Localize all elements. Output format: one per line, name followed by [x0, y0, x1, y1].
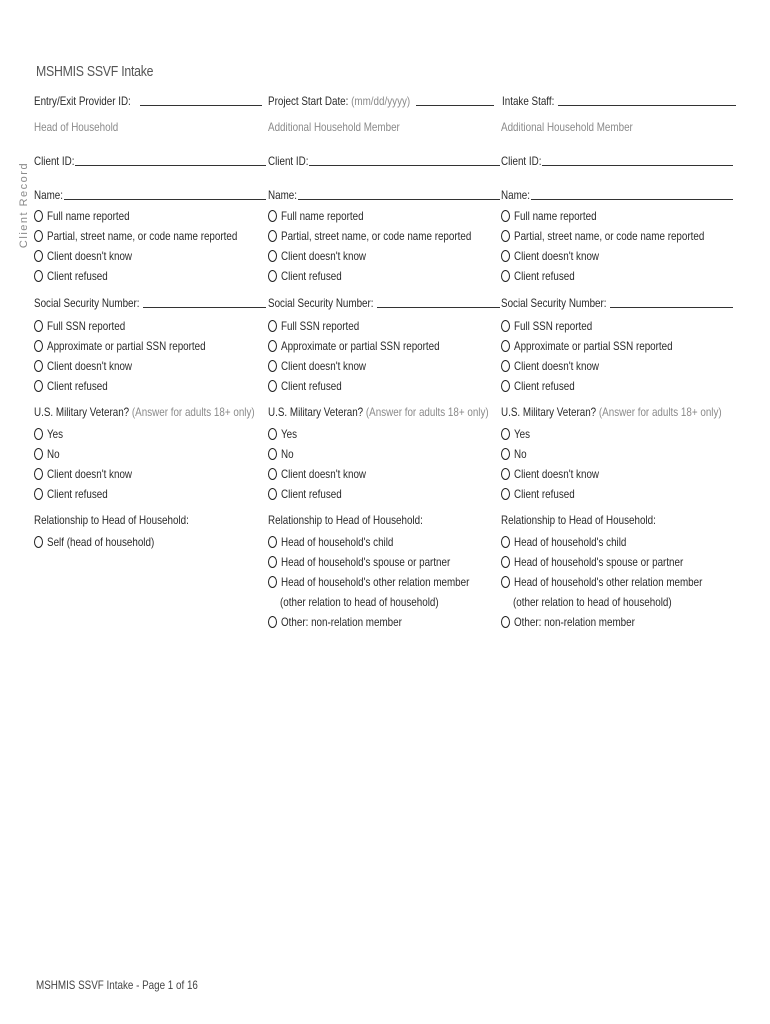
ssn-field[interactable] [34, 294, 266, 310]
client-id-label: Client ID: [34, 154, 75, 168]
relationship-label: Relationship to Head of Household: [268, 513, 423, 527]
project-start-field[interactable] [268, 92, 494, 108]
name-quality-option[interactable] [501, 206, 733, 226]
radio-circle-icon[interactable] [501, 556, 510, 568]
radio-circle-icon[interactable] [34, 270, 43, 282]
relationship-label: Relationship to Head of Household: [34, 513, 189, 527]
veteran-option[interactable] [501, 484, 733, 504]
name-quality-option[interactable] [268, 206, 500, 226]
intake-staff-field[interactable] [502, 92, 736, 108]
relationship-option[interactable] [501, 532, 733, 552]
relationship-label: Relationship to Head of Household: [501, 513, 656, 527]
radio-circle-icon[interactable] [268, 488, 277, 500]
name-line[interactable] [298, 199, 500, 200]
ssn-quality-option-label: Approximate or partial SSN reported [281, 339, 440, 353]
name-quality-option-label: Client refused [47, 269, 108, 283]
project-start-line[interactable] [416, 105, 494, 106]
relationship-continuation-text: (other relation to head of household) [280, 595, 439, 609]
radio-circle-icon[interactable] [268, 210, 277, 222]
radio-circle-icon[interactable] [34, 448, 43, 460]
name-quality-option-label: Client refused [281, 269, 342, 283]
name-quality-option[interactable] [34, 206, 266, 226]
ssn-field[interactable] [268, 294, 500, 310]
name-label: Name: [34, 188, 63, 202]
veteran-hint: (Answer for adults 18+ only) [131, 405, 255, 419]
veteran-option-label: Yes [514, 427, 531, 441]
radio-circle-icon[interactable] [501, 380, 510, 392]
ssn-quality-option[interactable] [268, 336, 500, 356]
relationship-option[interactable] [501, 572, 733, 592]
radio-circle-icon[interactable] [34, 360, 43, 372]
radio-circle-icon[interactable] [268, 380, 277, 392]
relationship-option[interactable] [501, 612, 733, 632]
ssn-quality-option-label: Client refused [281, 379, 342, 393]
veteran-option[interactable] [34, 484, 266, 504]
radio-circle-icon[interactable] [268, 428, 277, 440]
ssn-quality-option[interactable] [34, 376, 266, 396]
relationship-option[interactable] [34, 532, 266, 552]
veteran-option[interactable] [268, 424, 500, 444]
radio-circle-icon[interactable] [501, 320, 510, 332]
intake-staff-label: Intake Staff: [502, 94, 555, 108]
radio-circle-icon[interactable] [501, 448, 510, 460]
radio-circle-icon[interactable] [501, 468, 510, 480]
ssn-quality-option[interactable] [34, 336, 266, 356]
client-id-line[interactable] [309, 165, 500, 166]
radio-circle-icon[interactable] [34, 468, 43, 480]
radio-circle-icon[interactable] [501, 250, 510, 262]
ssn-quality-option[interactable] [34, 316, 266, 336]
veteran-label [268, 404, 489, 424]
project-start-hint: (mm/dd/yyyy) [351, 94, 411, 108]
ssn-label: Social Security Number: [501, 296, 607, 310]
radio-circle-icon[interactable] [268, 360, 277, 372]
client-id-line[interactable] [75, 165, 266, 166]
radio-circle-icon[interactable] [268, 250, 277, 262]
radio-circle-icon[interactable] [501, 576, 510, 588]
name-quality-options [268, 206, 500, 286]
name-quality-option[interactable] [268, 266, 500, 286]
radio-circle-icon[interactable] [268, 536, 277, 548]
radio-circle-icon[interactable] [501, 230, 510, 242]
ssn-line[interactable] [610, 307, 733, 308]
radio-circle-icon[interactable] [501, 210, 510, 222]
client-id-field[interactable] [501, 152, 733, 168]
client-id-field[interactable] [268, 152, 500, 168]
name-quality-options [501, 206, 733, 286]
relationship-continuation-text: (other relation to head of household) [513, 595, 672, 609]
relationship-question [268, 512, 500, 632]
name-line[interactable] [64, 199, 266, 200]
ssn-quality-option-label: Approximate or partial SSN reported [47, 339, 206, 353]
radio-circle-icon[interactable] [268, 616, 277, 628]
ssn-quality-options [268, 316, 500, 396]
veteran-question [34, 404, 266, 504]
client-record-side-label [18, 150, 30, 260]
ssn-label: Social Security Number: [268, 296, 374, 310]
ssn-quality-option-label: Client doesn't know [514, 359, 600, 373]
ssn-quality-option[interactable] [34, 356, 266, 376]
veteran-option-label: Client refused [47, 487, 108, 501]
relationship-option-continuation [268, 592, 500, 612]
veteran-option-label: No [514, 447, 527, 461]
relationship-option-label: Head of household's other relation member [281, 575, 470, 589]
relationship-option-label: Self (head of household) [47, 535, 155, 549]
veteran-option[interactable] [268, 484, 500, 504]
veteran-option[interactable] [268, 444, 500, 464]
name-quality-option-label: Full name reported [281, 209, 364, 223]
ssn-quality-option-label: Client refused [514, 379, 575, 393]
radio-circle-icon[interactable] [501, 270, 510, 282]
name-quality-option-label: Client doesn't know [281, 249, 367, 263]
name-quality-option[interactable] [34, 226, 266, 246]
radio-circle-icon[interactable] [501, 616, 510, 628]
radio-circle-icon[interactable] [34, 488, 43, 500]
radio-circle-icon[interactable] [268, 340, 277, 352]
radio-circle-icon[interactable] [34, 428, 43, 440]
veteran-option[interactable] [501, 444, 733, 464]
ssn-quality-option-label: Full SSN reported [514, 319, 593, 333]
ssn-quality-option[interactable] [501, 356, 733, 376]
relationship-option-label: Head of household's spouse or partner [514, 555, 684, 569]
veteran-option[interactable] [501, 464, 733, 484]
name-quality-option[interactable] [501, 266, 733, 286]
radio-circle-icon[interactable] [34, 230, 43, 242]
form-title: MSHMIS SSVF Intake [36, 63, 154, 80]
veteran-option-label: Client refused [514, 487, 575, 501]
client-record-text: Client Record [18, 161, 30, 249]
veteran-option-label: Client doesn't know [281, 467, 367, 481]
ssn-quality-option[interactable] [501, 316, 733, 336]
intake-staff-line[interactable] [558, 105, 736, 106]
radio-circle-icon[interactable] [34, 320, 43, 332]
veteran-question [268, 404, 500, 504]
name-line[interactable] [531, 199, 733, 200]
column-1 [34, 120, 266, 549]
name-quality-option-label: Partial, street name, or code name reported [514, 229, 705, 243]
ssn-quality-option[interactable] [501, 376, 733, 396]
ssn-quality-options [501, 316, 733, 396]
ssn-quality-option[interactable] [268, 356, 500, 376]
project-start-label-text: Project Start Date: [268, 94, 349, 108]
radio-circle-icon[interactable] [34, 250, 43, 262]
ssn-label: Social Security Number: [34, 296, 140, 310]
name-quality-option-label: Partial, street name, or code name reported [281, 229, 472, 243]
radio-circle-icon[interactable] [34, 210, 43, 222]
name-label: Name: [501, 188, 530, 202]
relationship-option[interactable] [268, 552, 500, 572]
veteran-option-label: Client doesn't know [47, 467, 133, 481]
veteran-option[interactable] [34, 424, 266, 444]
relationship-option-label: Other: non-relation member [514, 615, 635, 629]
ssn-quality-options [34, 316, 266, 396]
name-field[interactable] [34, 186, 266, 202]
name-quality-option-label: Client doesn't know [514, 249, 600, 263]
name-quality-option[interactable] [501, 246, 733, 266]
client-id-label: Client ID: [268, 154, 309, 168]
name-quality-option-label: Client refused [514, 269, 575, 283]
veteran-question [501, 404, 733, 504]
member-type-label: Additional Household Member [268, 120, 400, 134]
project-start-label [268, 94, 410, 108]
relationship-option-label: Head of household's child [514, 535, 627, 549]
radio-circle-icon[interactable] [268, 468, 277, 480]
ssn-field[interactable] [501, 294, 733, 310]
ssn-quality-option-label: Client doesn't know [47, 359, 133, 373]
relationship-option[interactable] [501, 552, 733, 572]
relationship-option[interactable] [268, 572, 500, 592]
member-type-label: Head of Household [34, 120, 119, 134]
radio-circle-icon[interactable] [501, 340, 510, 352]
radio-circle-icon[interactable] [268, 576, 277, 588]
veteran-option-label: Yes [47, 427, 64, 441]
ssn-quality-option[interactable] [268, 316, 500, 336]
relationship-option-continuation [501, 592, 733, 612]
name-label: Name: [268, 188, 297, 202]
veteran-label [501, 404, 722, 424]
client-id-line[interactable] [542, 165, 733, 166]
ssn-quality-option[interactable] [501, 336, 733, 356]
relationship-option-label: Head of household's child [281, 535, 394, 549]
radio-circle-icon[interactable] [268, 556, 277, 568]
name-quality-option-label: Partial, street name, or code name reported [47, 229, 238, 243]
veteran-option[interactable] [268, 464, 500, 484]
header-row [34, 92, 736, 110]
ssn-quality-option-label: Client refused [47, 379, 108, 393]
radio-circle-icon[interactable] [34, 380, 43, 392]
member-type-label: Additional Household Member [501, 120, 633, 134]
relationship-question [34, 512, 266, 552]
radio-circle-icon[interactable] [268, 448, 277, 460]
veteran-label-text: U.S. Military Veteran? [501, 405, 597, 419]
name-quality-option[interactable] [34, 266, 266, 286]
radio-circle-icon[interactable] [501, 428, 510, 440]
veteran-hint: (Answer for adults 18+ only) [365, 405, 489, 419]
veteran-option-label: Client refused [281, 487, 342, 501]
name-quality-options [34, 206, 266, 286]
name-field[interactable] [268, 186, 500, 202]
veteran-label-text: U.S. Military Veteran? [34, 405, 130, 419]
relationship-option[interactable] [268, 532, 500, 552]
client-id-field[interactable] [34, 152, 266, 168]
ssn-line[interactable] [143, 307, 266, 308]
radio-circle-icon[interactable] [501, 488, 510, 500]
name-quality-option-label: Client doesn't know [47, 249, 133, 263]
client-id-label: Client ID: [501, 154, 542, 168]
veteran-option-label: Yes [281, 427, 298, 441]
name-quality-option[interactable] [501, 226, 733, 246]
ssn-quality-option-label: Full SSN reported [47, 319, 126, 333]
radio-circle-icon[interactable] [34, 536, 43, 548]
provider-id-field[interactable] [34, 92, 262, 108]
veteran-option-label: Client doesn't know [514, 467, 600, 481]
name-quality-option[interactable] [268, 226, 500, 246]
veteran-label-text: U.S. Military Veteran? [268, 405, 364, 419]
relationship-question [501, 512, 733, 632]
column-3 [501, 120, 733, 629]
veteran-option[interactable] [34, 444, 266, 464]
ssn-quality-option-label: Approximate or partial SSN reported [514, 339, 673, 353]
name-quality-option[interactable] [268, 246, 500, 266]
relationship-option[interactable] [268, 612, 500, 632]
veteran-option[interactable] [501, 424, 733, 444]
ssn-quality-option[interactable] [268, 376, 500, 396]
name-quality-option-label: Full name reported [47, 209, 130, 223]
column-2 [268, 120, 500, 629]
name-quality-option[interactable] [34, 246, 266, 266]
radio-circle-icon[interactable] [501, 536, 510, 548]
veteran-option[interactable] [34, 464, 266, 484]
veteran-option-label: No [47, 447, 60, 461]
radio-circle-icon[interactable] [268, 230, 277, 242]
radio-circle-icon[interactable] [268, 320, 277, 332]
name-quality-option-label: Full name reported [514, 209, 597, 223]
veteran-hint: (Answer for adults 18+ only) [598, 405, 722, 419]
ssn-line[interactable] [377, 307, 500, 308]
name-field[interactable] [501, 186, 733, 202]
ssn-quality-option-label: Full SSN reported [281, 319, 360, 333]
relationship-option-label: Head of household's spouse or partner [281, 555, 451, 569]
relationship-option-label: Other: non-relation member [281, 615, 402, 629]
veteran-option-label: No [281, 447, 294, 461]
ssn-quality-option-label: Client doesn't know [281, 359, 367, 373]
radio-circle-icon[interactable] [34, 340, 43, 352]
veteran-label [34, 404, 255, 424]
radio-circle-icon[interactable] [268, 270, 277, 282]
provider-id-line[interactable] [140, 105, 262, 106]
provider-id-label: Entry/Exit Provider ID: [34, 94, 131, 108]
radio-circle-icon[interactable] [501, 360, 510, 372]
page-footer: MSHMIS SSVF Intake - Page 1 of 16 [36, 978, 198, 992]
relationship-option-label: Head of household's other relation member [514, 575, 703, 589]
